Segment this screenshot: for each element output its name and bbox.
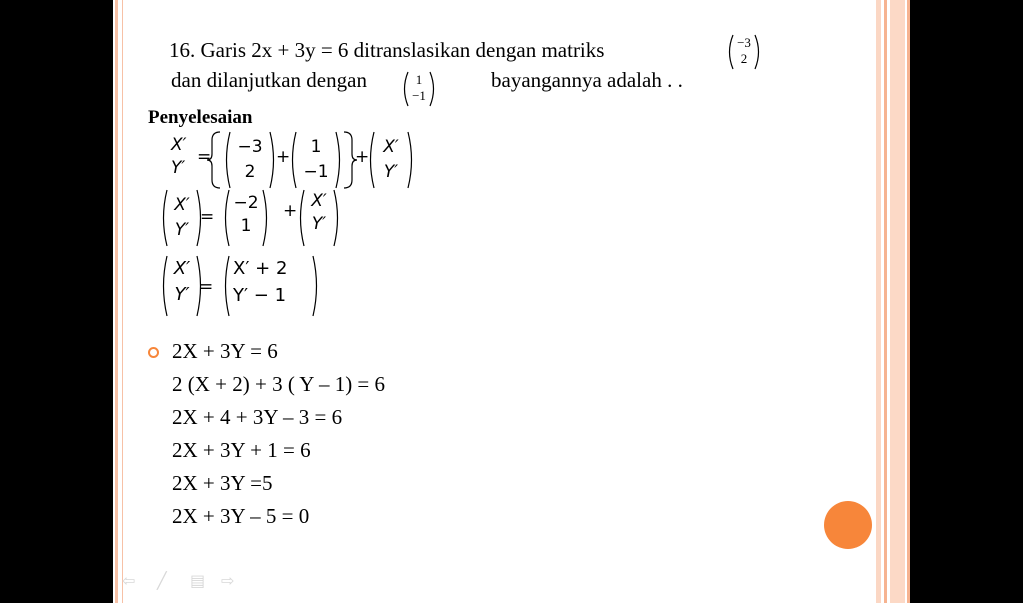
menu-icon[interactable]: ▤	[190, 571, 206, 590]
question-line-1: 16. Garis 2x + 3y = 6 ditranslasikan dengan matriks	[169, 38, 605, 62]
step3-yp: Y′	[174, 284, 190, 305]
bullet-circle-icon	[148, 347, 159, 358]
work-line-4: 2X + 3Y + 1 = 6	[172, 438, 311, 462]
work-line-6: 2X + 3Y – 5 = 0	[172, 504, 310, 528]
matrix1-bottom: 2	[740, 51, 748, 66]
step2-sum-top: −2	[233, 193, 259, 213]
step3-result-bottom: Y′ − 1	[233, 285, 287, 306]
step1-m3-top: X′	[383, 137, 399, 157]
right-stripe	[876, 0, 881, 603]
solution-step-2	[157, 186, 357, 250]
step3-xp: X′	[173, 258, 191, 279]
step2-xp: X′	[174, 195, 190, 215]
question-line-2a: dan dilanjutkan dengan	[171, 68, 367, 92]
step1-m2-bottom: −1	[303, 162, 329, 182]
step1-m1-bottom: 2	[244, 162, 256, 182]
solution-title: Penyelesaian	[148, 107, 253, 128]
work-line-1: 2X + 3Y = 6	[172, 339, 278, 363]
work-line-3: 2X + 4 + 3Y – 3 = 6	[172, 405, 343, 429]
step2-sum-bottom: 1	[240, 216, 252, 236]
step1-m1-top: −3	[237, 137, 263, 157]
solution-step-3	[157, 252, 327, 320]
matrix-translation-2	[398, 68, 440, 110]
step2-plus: +	[283, 201, 298, 221]
question-line-2b: bayangannya adalah . .	[491, 68, 683, 92]
step1-m3-bottom: Y′	[383, 162, 399, 182]
matrix2-top: 1	[415, 72, 423, 87]
matrix2-bottom: −1	[412, 88, 426, 103]
work-line-5: 2X + 3Y =5	[172, 471, 273, 495]
right-stripe-4	[907, 0, 910, 603]
step2-yp: Y′	[174, 220, 190, 240]
step1-yp: Y′	[171, 158, 186, 178]
orange-circle-icon	[824, 501, 872, 549]
step1-eq: =	[197, 147, 212, 167]
slide	[113, 0, 910, 603]
step1-plus-2: +	[355, 147, 370, 167]
work-line-2: 2 (X + 2) + 3 ( Y – 1) = 6	[172, 372, 386, 396]
step2-eq: =	[200, 207, 215, 227]
step1-plus: +	[276, 147, 291, 167]
step1-xp: X′	[171, 135, 187, 155]
matrix1-top: −3	[737, 35, 751, 50]
solution-step-1	[168, 128, 418, 192]
step2-m-bottom: Y′	[311, 214, 327, 234]
pen-icon[interactable]: ╱	[157, 571, 167, 590]
step3-result-top: X′ + 2	[233, 258, 288, 279]
left-stripe	[115, 0, 118, 603]
left-stripe-thin	[122, 0, 123, 603]
arrow-right-icon[interactable]: ⇨	[221, 571, 235, 590]
arrow-left-icon[interactable]: ⇦	[122, 571, 136, 590]
matrix-translation-1	[723, 31, 765, 73]
right-stripe-2	[884, 0, 887, 603]
step1-m2-top: 1	[310, 137, 322, 157]
step2-m-top: X′	[311, 191, 327, 211]
step3-eq: =	[199, 277, 214, 297]
right-stripe-3	[890, 0, 905, 603]
step1-left-brace	[207, 132, 220, 188]
